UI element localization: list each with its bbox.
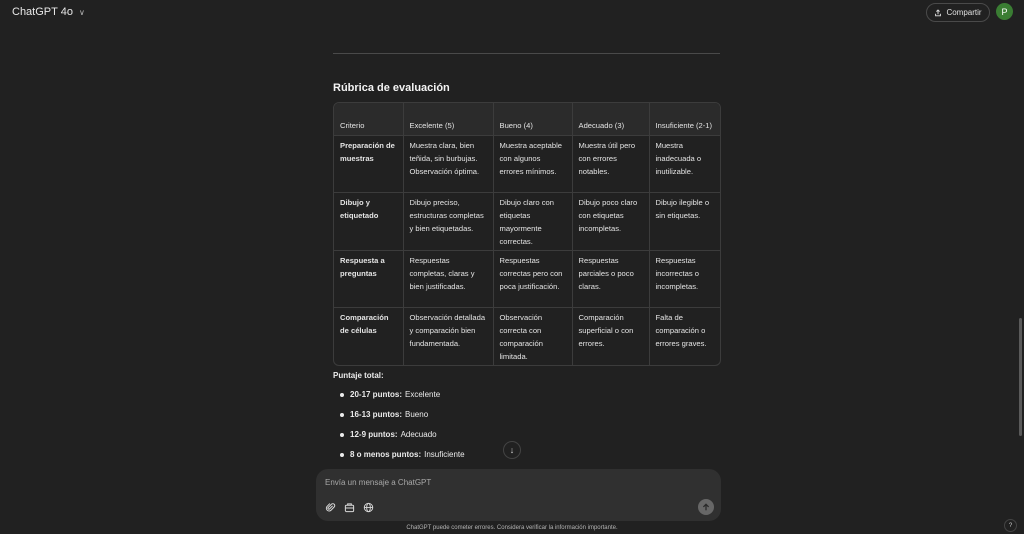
- header-criterio: Criterio: [334, 103, 403, 135]
- table-cell: Comparación superficial o con errores.: [572, 307, 649, 365]
- score-level: Insuficiente: [424, 450, 465, 459]
- share-icon: [934, 9, 942, 17]
- table-cell: Muestra clara, bien teñida, sin burbujas. Observación óptima.: [403, 135, 493, 192]
- score-range: 16-13 puntos:: [350, 410, 403, 419]
- help-button[interactable]: ?: [1004, 519, 1017, 532]
- table-cell: Observación detallada y comparación bien fundamentada.: [403, 307, 493, 365]
- message-composer: [316, 469, 721, 521]
- total-score-label: Puntaje total:: [333, 371, 384, 380]
- message-input[interactable]: [325, 475, 625, 489]
- list-item: [340, 446, 465, 466]
- horizontal-rule: [333, 53, 720, 54]
- disclaimer-text: ChatGPT puede cometer errores. Considera verificar la información importante.: [406, 525, 618, 531]
- score-level: Bueno: [405, 410, 429, 419]
- table-cell: Respuestas completas, claras y bien justificadas.: [403, 250, 493, 307]
- table-cell: Muestra útil pero con errores notables.: [572, 135, 649, 192]
- score-range: 12-9 puntos:: [350, 430, 398, 439]
- table-cell: Dibujo claro con etiquetas mayormente correctas.: [493, 192, 572, 250]
- score-level: Excelente: [405, 390, 441, 399]
- bullet-icon: [340, 413, 344, 417]
- avatar[interactable]: P: [996, 3, 1013, 20]
- table-row: [334, 250, 721, 307]
- rubric-table: [333, 102, 721, 366]
- table-cell: Respuestas correctas pero con poca justificación.: [493, 250, 572, 307]
- header-excelente: Excelente (5): [403, 103, 493, 135]
- top-bar: [0, 0, 1024, 26]
- share-button[interactable]: [926, 3, 990, 22]
- table-cell: Dibujo preciso, estructuras completas y bien etiquetadas.: [403, 192, 493, 250]
- table-header-row: [334, 103, 721, 135]
- table-cell: Respuestas incorrectas o incompletas.: [649, 250, 721, 307]
- arrow-down-icon: ↓: [509, 445, 515, 455]
- table-cell: Dibujo ilegible o sin etiquetas.: [649, 192, 721, 250]
- score-range: 20-17 puntos:: [350, 390, 403, 399]
- attach-button[interactable]: [323, 500, 337, 514]
- bullet-icon: [340, 393, 344, 397]
- section-title: Rúbrica de evaluación: [333, 82, 450, 94]
- table-cell: Dibujo y etiquetado: [334, 192, 403, 250]
- bullet-icon: [340, 433, 344, 437]
- globe-icon: [363, 502, 374, 513]
- score-level: Adecuado: [400, 430, 437, 439]
- list-item: [340, 406, 465, 426]
- model-name: ChatGPT 4o: [12, 6, 73, 18]
- briefcase-icon: [344, 502, 355, 513]
- header-adecuado: Adecuado (3): [572, 103, 649, 135]
- send-button[interactable]: [698, 499, 714, 515]
- table-cell: Comparación de células: [334, 307, 403, 365]
- table-row: [334, 307, 721, 365]
- arrow-up-icon: [702, 503, 710, 511]
- table-cell: Muestra aceptable con algunos errores mínimos.: [493, 135, 572, 192]
- bullet-icon: [340, 453, 344, 457]
- chevron-down-icon: ∨: [78, 7, 85, 17]
- score-range: 8 o menos puntos:: [350, 450, 422, 459]
- table-cell: Respuestas parciales o poco claras.: [572, 250, 649, 307]
- scrollbar[interactable]: [1019, 318, 1022, 436]
- web-search-button[interactable]: [361, 500, 375, 514]
- share-label: Compartir: [946, 8, 982, 17]
- table-cell: Observación correcta con comparación limitada.: [493, 307, 572, 365]
- header-bueno: Bueno (4): [493, 103, 572, 135]
- score-list: [340, 386, 465, 466]
- tools-button[interactable]: [342, 500, 356, 514]
- table-row: [334, 135, 721, 192]
- table-row: [334, 192, 721, 250]
- table-cell: Muestra inadecuada o inutilizable.: [649, 135, 721, 192]
- table-cell: Preparación de muestras: [334, 135, 403, 192]
- table-cell: Falta de comparación o errores graves.: [655, 312, 707, 348]
- table-cell: Respuesta a preguntas: [334, 250, 403, 307]
- scroll-to-bottom-button[interactable]: [503, 441, 521, 459]
- conversation-area: [0, 26, 1024, 466]
- header-insuficiente: Insuficiente (2-1): [649, 103, 721, 135]
- list-item: [340, 386, 465, 406]
- paperclip-icon: [325, 502, 336, 513]
- model-selector[interactable]: [12, 6, 85, 18]
- list-item: [340, 426, 465, 446]
- table-cell: Dibujo poco claro con etiquetas incompletas.: [572, 192, 649, 250]
